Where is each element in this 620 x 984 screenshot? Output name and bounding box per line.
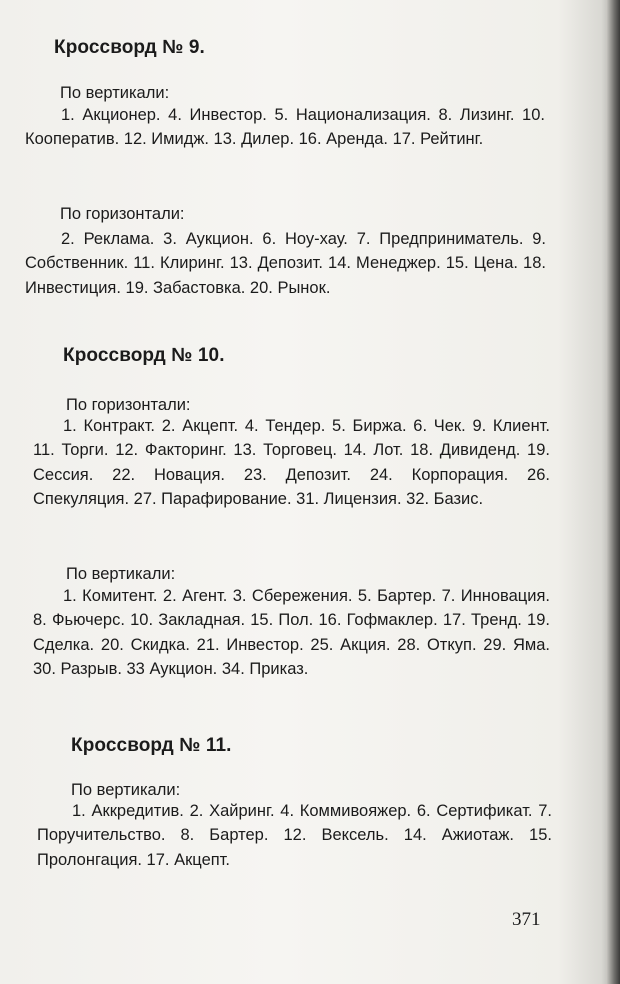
crossword-11-vertical-answers: 1. Аккредитив. 2. Хайринг. 4. Коммивояжер. 6. Сертификат. 7. Поручительство. 8. Бартер. 12. Вексель. 14. Ажиотаж. 15. Пролонгация. 17. Акцепт.	[37, 802, 552, 869]
crossword-10-horizontal-answers: 1. Контракт. 2. Акцепт. 4. Тендер. 5. Биржа. 6. Чек. 9. Клиент. 11. Торги. 12. Факторинг. 13. Торговец. 14. Лот. 18. Дивиденд. 19. Сессия. 22. Новация. 23. Депозит. 24. Корпорация. 26. Спекуляция. 27. Парафирование. 31. Лицензия. 32. Базис.	[33, 417, 550, 508]
crossword-9-horizontal-answers: 2. Реклама. 3. Аукцион. 6. Ноу-хау. 7. Предприниматель. 9. Собственник. 11. Клиринг. 13. Депозит. 14. Менеджер. 15. Цена. 18. Инвестиция. 19. Забастовка. 20. Рынок.	[25, 230, 546, 297]
page-number: 371	[512, 909, 541, 930]
crossword-10-vertical-label: По вертикали:	[66, 565, 176, 583]
crossword-9-horizontal-label: По горизонтали:	[60, 205, 185, 223]
crossword-11-title: Кроссворд № 11.	[71, 735, 232, 756]
crossword-9-vertical-label: По вертикали:	[60, 84, 170, 102]
book-spine-shadow	[606, 0, 620, 984]
crossword-10-horizontal-label: По горизонтали:	[66, 396, 191, 414]
crossword-9-vertical-answers: 1. Акционер. 4. Инвестор. 5. Национализация. 8. Лизинг. 10. Кооператив. 12. Имидж. 13. Дилер. 16. Аренда. 17. Рейтинг.	[25, 106, 545, 149]
crossword-9-title: Кроссворд № 9.	[54, 37, 205, 58]
crossword-11-vertical-label: По вертикали:	[71, 781, 181, 799]
crossword-10-vertical-answers: 1. Комитент. 2. Агент. 3. Сбережения. 5. Бартер. 7. Инновация. 8. Фьючерс. 10. Закладная. 15. Пол. 16. Гофмаклер. 17. Тренд. 19. Сделка. 20. Скидка. 21. Инвестор. 25. Акция. 28. Откуп. 29. Яма. 30. Разрыв. 33 Аукцион. 34. Приказ.	[33, 587, 550, 678]
crossword-10-title: Кроссворд № 10.	[63, 345, 225, 366]
